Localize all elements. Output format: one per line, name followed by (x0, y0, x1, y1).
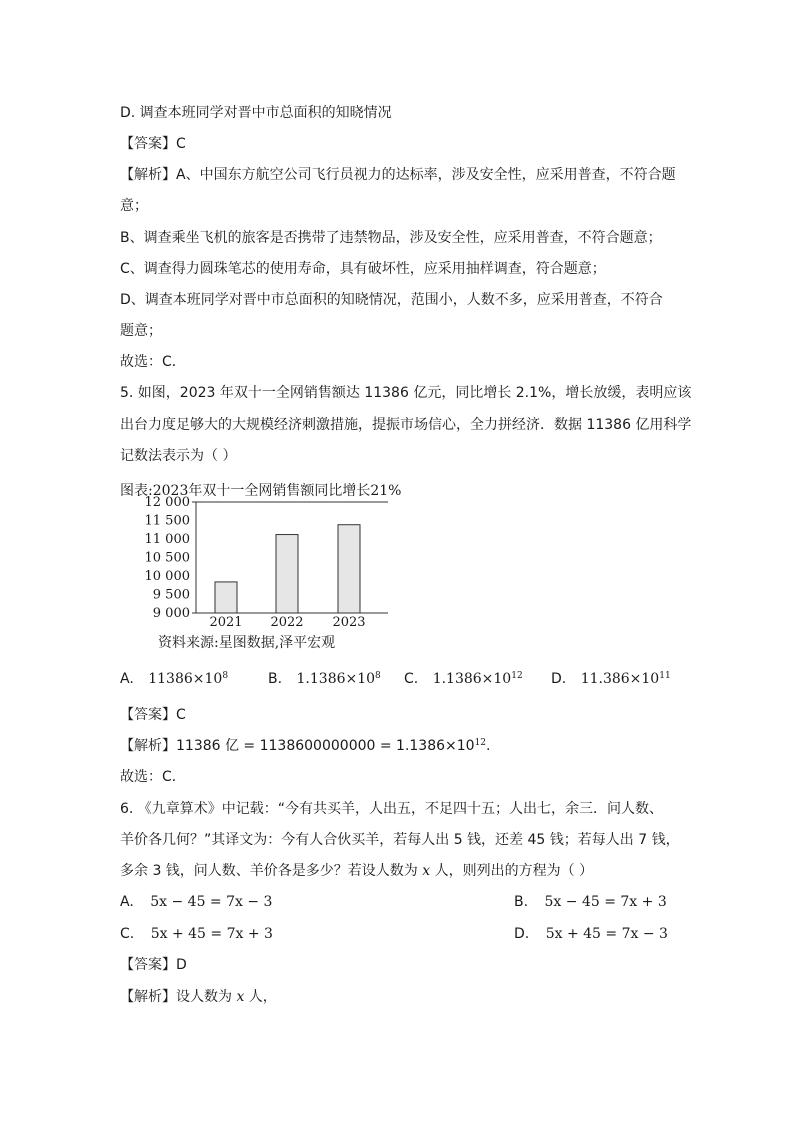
q6-option-d-label: D. (514, 926, 530, 942)
q4-option-d: D. 调查本班同学对晋中市总面积的知晓情况 (120, 105, 392, 121)
q4-analysis-line-3: B、调查乘坐飞机的旅客是否携带了违禁物品，涉及安全性，应采用普查，不符合题意； (120, 230, 662, 246)
q5-option-d-label: D. (551, 671, 567, 687)
q5-analysis-end: . (486, 738, 491, 754)
bar-2022 (276, 535, 298, 613)
q6-option-d-equation: 5x + 45 = 7x − 3 (545, 926, 668, 942)
q5-option-a (120, 670, 228, 688)
q4-analysis-line-1: 【解析】A、中国东方航空公司飞行员视力的达标率，涉及安全性，应采用普查，不符合题 (120, 167, 676, 183)
q6-option-b-equation: 5x − 45 = 7x + 3 (544, 894, 667, 910)
q6-option-c-equation: 5x + 45 = 7x + 3 (150, 926, 273, 942)
q5-option-d-value: 11.386×10 (580, 671, 660, 687)
y-tick-label: 9 000 (152, 606, 190, 621)
q4-analysis-line-2: 意； (120, 198, 148, 214)
q4-analysis-line-5: D、调查本班同学对晋中市总面积的知晓情况，范围小，人数不多，应采用普查，不符合 (120, 292, 663, 308)
y-tick-label: 12 000 (144, 496, 190, 510)
q5-conclusion: 故选：C． (120, 769, 186, 785)
q6-analysis-variable-x: x (236, 989, 245, 1005)
q6-stem-line-1: 6. 《九章算术》中记载：“今有共买羊，人出五，不足四十五；人出七，余三．问人数、 (120, 801, 664, 817)
q5-stem-line-1: 5. 如图，2023 年双十一全网销售额达 11386 亿元，同比增长 2.1%，增长放缓，表明应该 (120, 385, 692, 401)
q5-option-d (551, 670, 671, 688)
q6-analysis-text: 【解析】设人数为 (120, 989, 237, 1005)
q6-analysis-end: 人， (244, 989, 277, 1005)
x-tick-label-2021: 2021 (209, 615, 243, 628)
q6-stem-line-3-text: 多余 3 钱，问人数、羊价各是多少？若设人数为 (120, 863, 423, 879)
bar-2023 (338, 525, 360, 613)
q6-option-c (120, 925, 273, 943)
q6-option-a-equation: 5x − 45 = 7x − 3 (150, 894, 273, 910)
q6-answer: 【答案】D (120, 957, 187, 973)
y-tick-label: 9 500 (152, 587, 190, 603)
q4-analysis-line-6: 题意； (120, 323, 162, 339)
q6-option-b (514, 893, 667, 911)
q6-analysis (120, 988, 277, 1006)
q5-stem-line-2: 出台力度足够大的大规模经济刺激措施，提振市场信心，全力拼经济．数据 11386 亿用科学 (120, 417, 692, 433)
q6-stem-line-3-end: 人，则列出的方程为（ ） (430, 863, 594, 879)
x-tick-label-2022: 2022 (270, 615, 304, 628)
q5-option-c (404, 670, 523, 688)
q5-analysis-exponent: 12 (474, 738, 487, 748)
q6-option-a-label: A. (120, 894, 134, 910)
q5-option-b-label: B. (268, 671, 283, 687)
q6-option-b-label: B. (514, 894, 529, 910)
q5-option-b-value: 1.1386×10 (296, 671, 376, 687)
sales-bar-chart (140, 496, 400, 628)
y-tick-label: 10 000 (144, 569, 190, 584)
q6-variable-x: x (422, 863, 431, 879)
y-tick-label: 11 000 (144, 532, 190, 547)
x-tick-label-2023: 2023 (332, 615, 366, 628)
y-tick-label: 10 500 (144, 550, 190, 566)
chart-caption: 图表:2023年双十一全网销售额同比增长21% (120, 483, 402, 499)
q5-option-a-label: A. (120, 671, 134, 687)
q6-stem-line-3 (120, 862, 593, 880)
q6-stem-line-2: 羊价各几何？”其译文为：今有人合伙买羊，若每人出 5 钱，还差 45 钱；若每人出 7 钱， (120, 832, 680, 848)
bar-2021 (215, 582, 237, 613)
q5-option-c-label: C. (404, 671, 419, 687)
q6-option-d (514, 925, 668, 943)
q4-analysis-line-4: C、调查得力圆珠笔芯的使用寿命，具有破坏性，应采用抽样调查，符合题意； (120, 261, 606, 277)
q4-conclusion: 故选：C． (120, 354, 186, 370)
q5-option-b (268, 670, 381, 688)
q5-option-c-value: 1.1386×10 (432, 671, 512, 687)
chart-source: 资料来源:星图数据,泽平宏观 (158, 635, 336, 651)
q6-option-a (120, 893, 272, 911)
q4-answer: 【答案】C (120, 136, 186, 152)
q5-analysis-text: 【解析】11386 亿 = 1138600000000 = 1.1386×10 (120, 738, 475, 754)
q5-analysis (120, 737, 490, 755)
y-tick-label: 11 500 (144, 513, 190, 529)
q5-stem-line-3: 记数法表示为（ ） (120, 448, 237, 464)
q5-option-a-value: 11386×10 (148, 671, 223, 687)
q5-option-b-exponent: 8 (375, 671, 381, 681)
q5-option-d-exponent: 11 (659, 671, 671, 681)
q5-option-c-exponent: 12 (511, 671, 523, 681)
q6-option-c-label: C. (120, 926, 135, 942)
q5-option-a-exponent: 8 (222, 671, 229, 681)
q5-answer: 【答案】C (120, 707, 186, 723)
